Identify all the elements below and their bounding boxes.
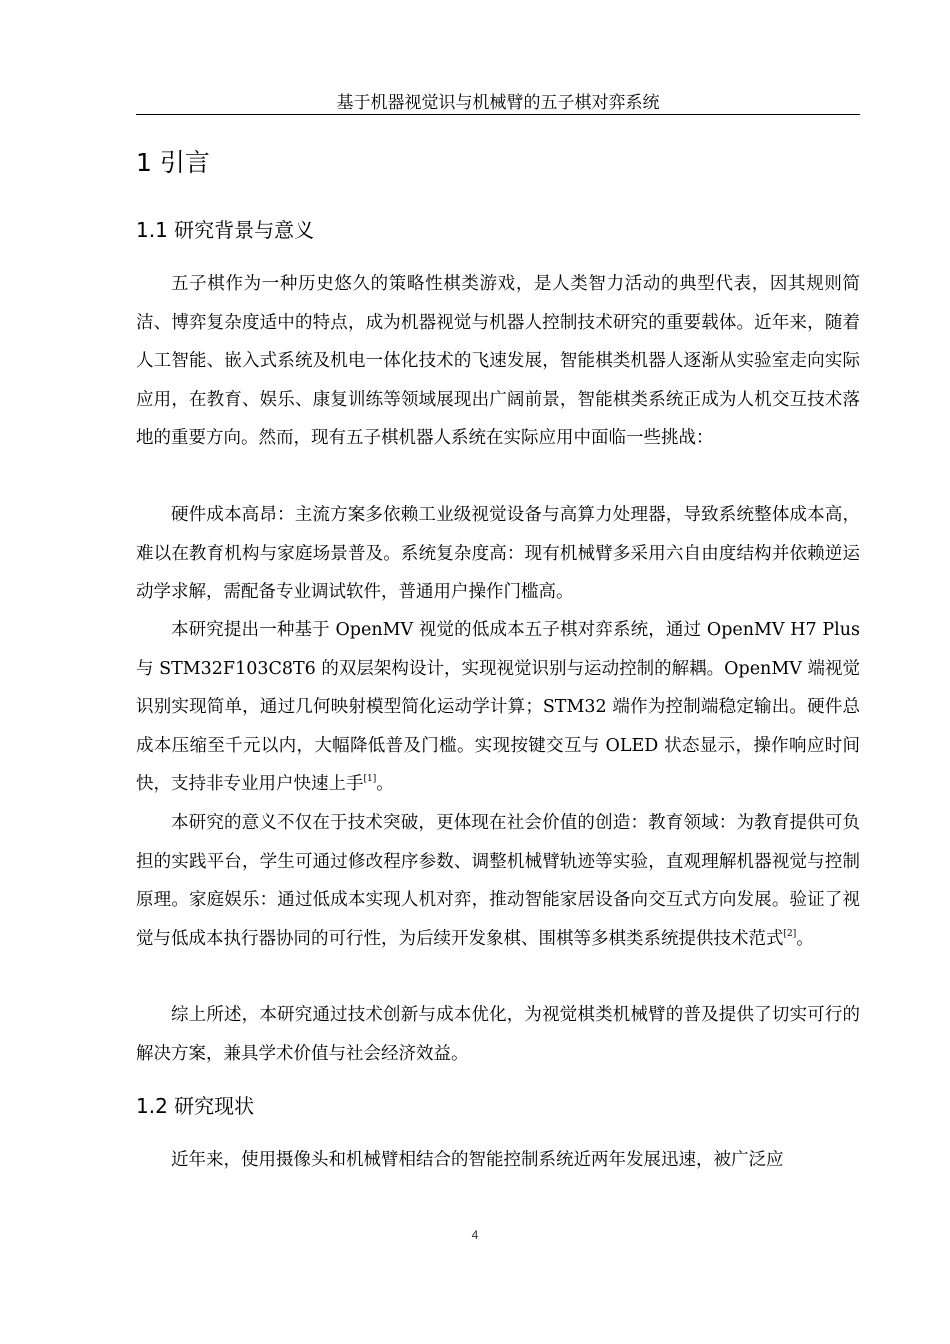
paragraph-background: 五子棋作为一种历史悠久的策略性棋类游戏，是人类智力活动的典型代表，因其规则简洁、博弈复杂度适中的特点，成为机器视觉与机器人控制技术研究的重要载体。近年来，随着人工智能、嵌入式系统及机电一体化技术的飞速发展，智能棋类机器人逐渐从实验室走向实际应用，在教育、娱乐、康复训练等领域展现出广阔前景，智能棋类系统正成为人机交互技术落地的重要方向。然而，现有五子棋机器人系统在实际应用中面临一些挑战： <box>136 274 860 448</box>
paragraph-proposal <box>136 611 860 804</box>
citation-1: [1] <box>363 774 377 784</box>
paragraph-proposal-text: 本研究提出一种基于 OpenMV 视觉的低成本五子棋对弈系统，通过 OpenMV H7 Plus 与 STM32F103C8T6 的双层架构设计，实现视觉识别与运动控制的解耦。OpenMV 端视觉识别实现简单，通过几何映射模型简化运动学计算；STM32 端作为控制端稳定输出。硬件总成本压缩至千元以内，大幅降低普及门槛。实现按键交互与 OLED 状态显示，操作响应时间快，支持非专业用户快速上手 <box>136 620 860 794</box>
chapter-heading: 1 引言 <box>136 148 210 177</box>
paragraph-proposal-tail: 。 <box>376 774 394 794</box>
paragraph-challenges: 硬件成本高昂：主流方案多依赖工业级视觉设备与高算力处理器，导致系统整体成本高，难以在教育机构与家庭场景普及。系统复杂度高：现有机械臂多采用六自由度结构并依赖逆运动学求解，需配备专业调试软件，普通用户操作门槛高。 <box>136 505 860 602</box>
section-heading-1-2: 1.2 研究现状 <box>136 1094 255 1118</box>
paragraph-summary: 综上所述，本研究通过技术创新与成本优化，为视觉棋类机械臂的普及提供了切实可行的解决方案，兼具学术价值与社会经济效益。 <box>136 1005 860 1064</box>
citation-2: [2] <box>783 928 797 939</box>
paragraph-significance-tail: 。 <box>796 928 814 949</box>
running-header: 基于机器视觉识与机械臂的五子棋对弈系统 <box>336 93 660 113</box>
page-number: 4 <box>471 1228 479 1242</box>
paragraph-significance <box>136 804 860 958</box>
paragraph-significance-text: 本研究的意义不仅在于技术突破，更体现在社会价值的创造：教育领域：为教育提供可负担的实践平台，学生可通过修改程序参数、调整机械臂轨迹等实验，直观理解机器视觉与控制原理。家庭娱乐：通过低成本实现人机对弈，推动智能家居设备向交互式方向发展。验证了视觉与低成本执行器协同的可行性，为后续开发象棋、围棋等多棋类系统提供技术范式 <box>136 813 860 949</box>
section-heading-1-1: 1.1 研究背景与意义 <box>136 218 315 242</box>
paragraph-research-status: 近年来，使用摄像头和机械臂相结合的智能控制系统近两年发展迅速，被广泛应 <box>171 1150 784 1170</box>
header-rule <box>136 114 860 115</box>
